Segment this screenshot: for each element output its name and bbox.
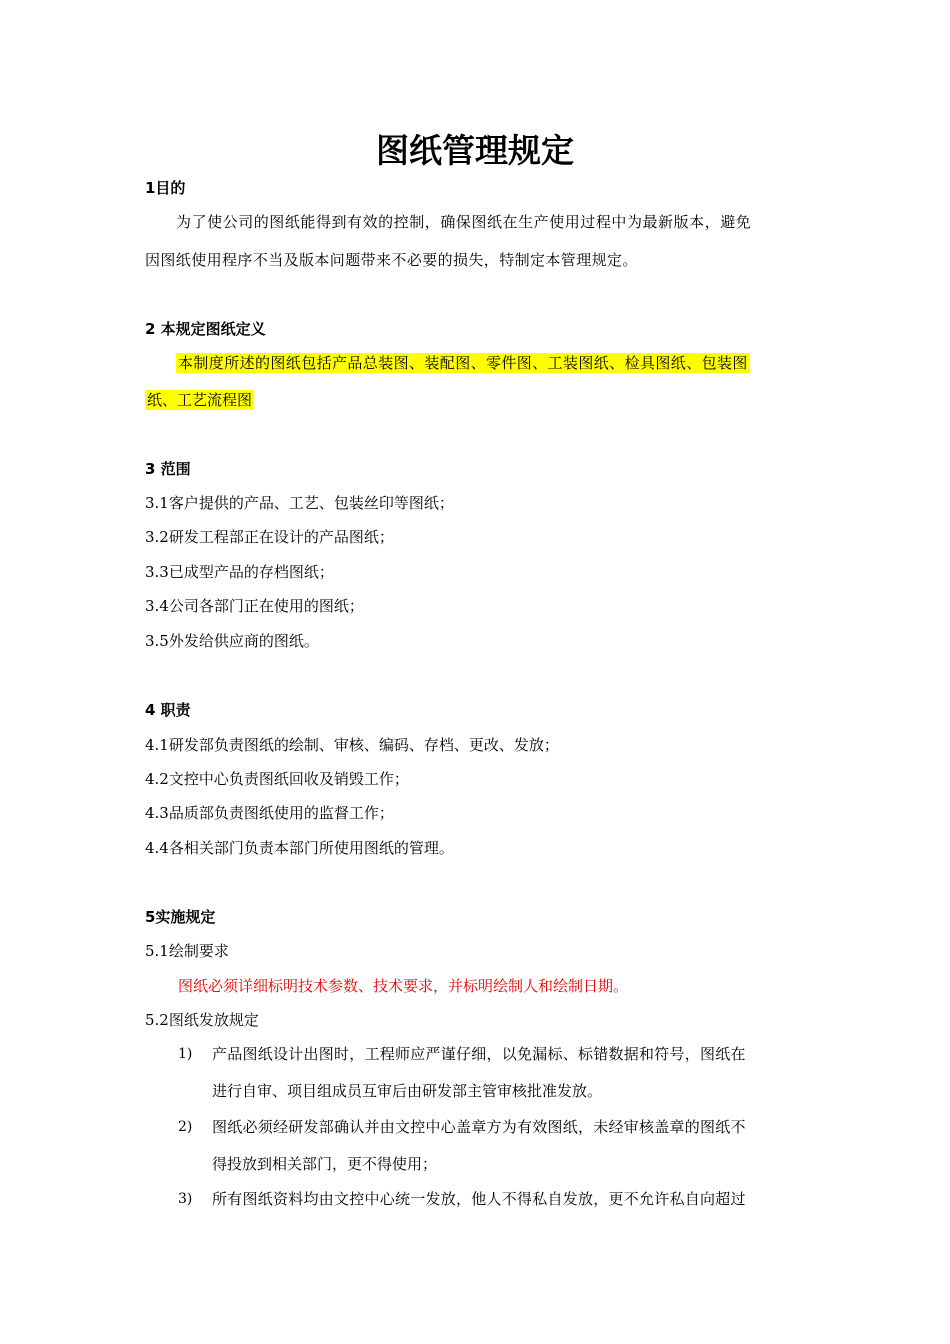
section-2-line-1: 本制度所述的图纸包括产品总装图、装配图、零件图、工装图纸、检具图纸、包装图 [178, 354, 748, 372]
list-number: 2) [178, 1119, 193, 1135]
duty-item: 4.2文控中心负责图纸回收及销毁工作； [145, 770, 409, 788]
list-number: 3) [178, 1191, 193, 1207]
list-item-line: 得投放到相关部门，更不得使用； [212, 1155, 438, 1173]
scope-item: 3.3已成型产品的存档图纸； [145, 563, 334, 581]
list-item-line: 进行自审、项目组成员互审后由研发部主管审核批准发放。 [212, 1082, 603, 1100]
scope-item: 3.5外发给供应商的图纸。 [145, 632, 319, 650]
section-1-line-2: 因图纸使用程序不当及版本问题带来不必要的损失，特制定本管理规定。 [145, 251, 638, 269]
document-title: 图纸管理规定 [376, 131, 574, 170]
list-item-line: 所有图纸资料均由文控中心统一发放，他人不得私自发放，更不允许私自向超过 [212, 1190, 746, 1208]
section-5-heading: 5实施规定 [145, 908, 216, 926]
section-1-line-1: 为了使公司的图纸能得到有效的控制，确保图纸在生产使用过程中为最新版本，避免 [176, 213, 752, 231]
duty-item: 4.3品质部负责图纸使用的监督工作； [145, 804, 394, 822]
duty-item: 4.1研发部负责图纸的绘制、审核、编码、存档、更改、发放； [145, 736, 559, 754]
scope-item: 3.1客户提供的产品、工艺、包装丝印等图纸； [145, 494, 454, 512]
subsection-5-2-heading: 5.2图纸发放规定 [145, 1011, 259, 1029]
section-3-heading: 3 范围 [145, 460, 191, 478]
section-1-heading: 1目的 [145, 179, 186, 197]
drawing-requirement-text: 图纸必须详细标明技术参数、技术要求，并标明绘制人和绘制日期。 [178, 977, 629, 995]
list-item-line: 图纸必须经研发部确认并由文控中心盖章方为有效图纸，未经审核盖章的图纸不 [212, 1118, 746, 1136]
subsection-5-1-heading: 5.1绘制要求 [145, 942, 229, 960]
list-item-line: 产品图纸设计出图时，工程师应严谨仔细，以免漏标、标错数据和符号，图纸在 [212, 1045, 746, 1063]
section-2-heading: 2 本规定图纸定义 [145, 320, 266, 338]
duty-item: 4.4各相关部门负责本部门所使用图纸的管理。 [145, 839, 454, 857]
scope-item: 3.2研发工程部正在设计的产品图纸； [145, 528, 394, 546]
list-number: 1) [178, 1046, 193, 1062]
section-4-heading: 4 职责 [145, 701, 191, 719]
scope-item: 3.4公司各部门正在使用的图纸； [145, 597, 364, 615]
section-2-line-2: 纸、工艺流程图 [147, 391, 253, 409]
